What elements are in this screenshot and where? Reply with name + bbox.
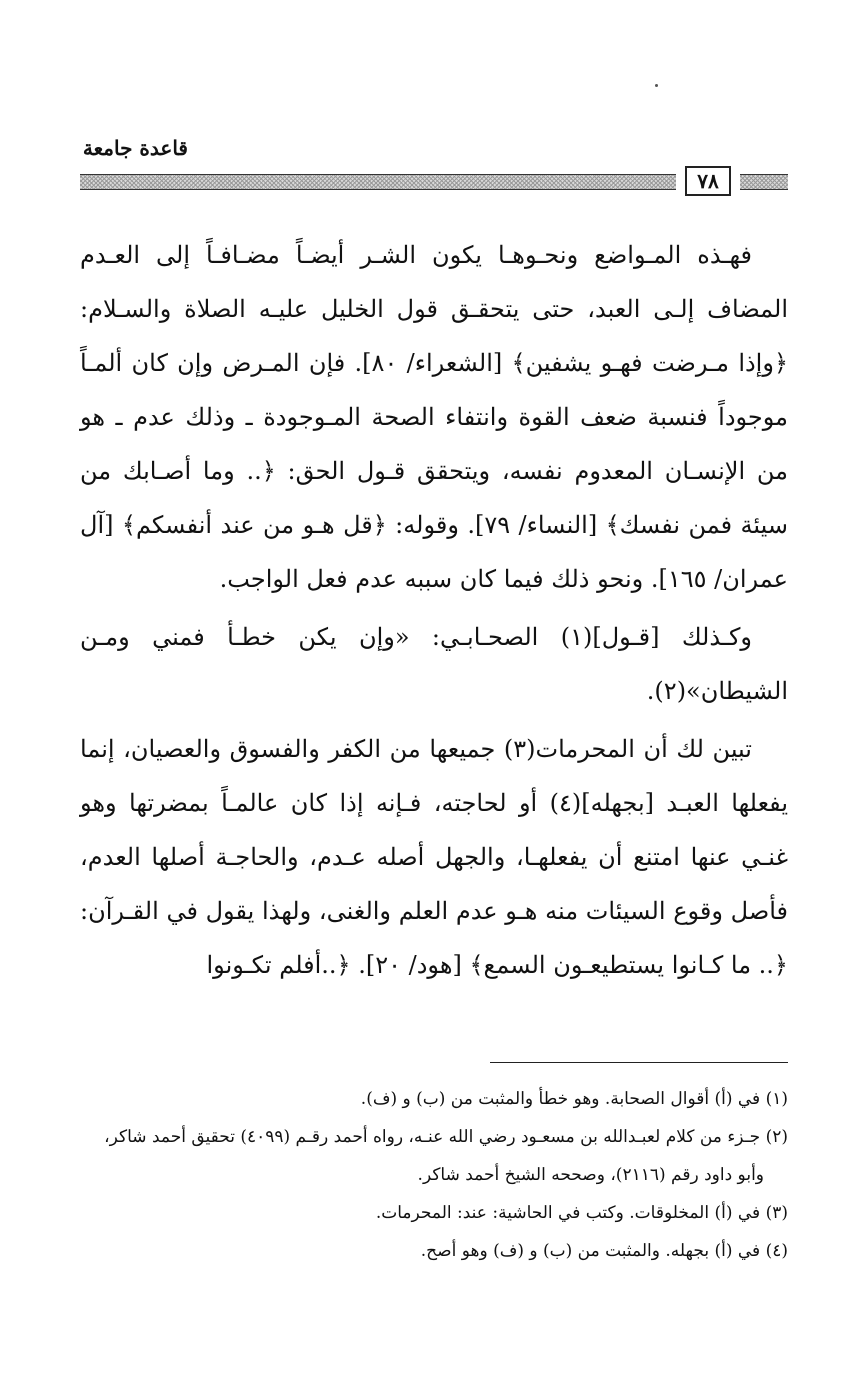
header-ornament-right	[740, 174, 788, 190]
main-text	[80, 228, 788, 992]
footnotes	[80, 1080, 788, 1270]
footnote: (٤) في (أ) بجهله. والمثبت من (ب) و (ف) وهو أصح.	[420, 1241, 788, 1261]
page-header-bar	[80, 166, 788, 196]
stray-dot-mark	[655, 84, 658, 87]
running-title: قاعدة جامعة	[82, 136, 188, 160]
footnote: (٣) في (أ) المخلوقات. وكتب في الحاشية: عند: المحرمات.	[375, 1203, 788, 1223]
footnote: (٢) جـزء من كلام لعبـدالله بن مسعـود رضي الله عنـه، رواه أحمد رقـم (٤٠٩٩) تحقيق أحمد شاكر، وأبو داود رقم (٢١١٦)، وصححه الشيخ أحمد شاكر.	[104, 1127, 788, 1185]
paragraph: تبين لك أن المحرمات(٣) جميعها من الكفر والفسوق والعصيان، إنما يفعلها العبـد [بجهله](٤) أو لحاجته، فـإنه إذا كان عالمـاً بمضرتها وهو غنـي عنها امتنع أن يفعلهـا، والجهل أصله عـدم، والحاجـة أصلها العدم، فأصل وقوع السيئات منه هـو عدم العلم والغنى، ولهذا يقول في القـرآن: ﴿.. ما كـانوا يستطيعـون السمع﴾ [هود/ ٢٠]. ﴿..أفلم تكـونوا	[80, 735, 788, 979]
paragraph: فهـذه المـواضع ونحـوهـا يكون الشـر أيضـاً مضـافـاً إلى العـدم المضاف إلـى العبد، حتى يتحقـق قول الخليل عليـه الصلاة والسـلام: ﴿وإذا مـرضت فهـو يشفين﴾ [الشعراء/ ٨٠]. فإن المـرض وإن كان ألمـاً موجوداً فنسبة ضعف القوة وانتفاء الصحة المـوجودة ـ وذلك عدم ـ هو من الإنسـان المعدوم نفسه، ويتحقق قـول الحق: ﴿.. وما أصـابك من سيئة فمن نفسك﴾ [النساء/ ٧٩]. وقوله: ﴿قل هـو من عند أنفسكم﴾ [آل عمران/ ١٦٥]. ونحو ذلك فيما كان سببه عدم فعل الواجب.	[80, 241, 789, 593]
header-ornament-left	[80, 174, 676, 190]
page-number: ٧٨	[685, 166, 731, 196]
paragraph: وكـذلك [قـول](١) الصحـابـي: «وإن يكن خطـأ فمني ومـن الشيطان»(٢).	[80, 623, 788, 705]
footnote-separator	[490, 1062, 788, 1063]
footnote: (١) في (أ) أقوال الصحابة. وهو خطأ والمثبت من (ب) و (ف).	[360, 1089, 788, 1109]
